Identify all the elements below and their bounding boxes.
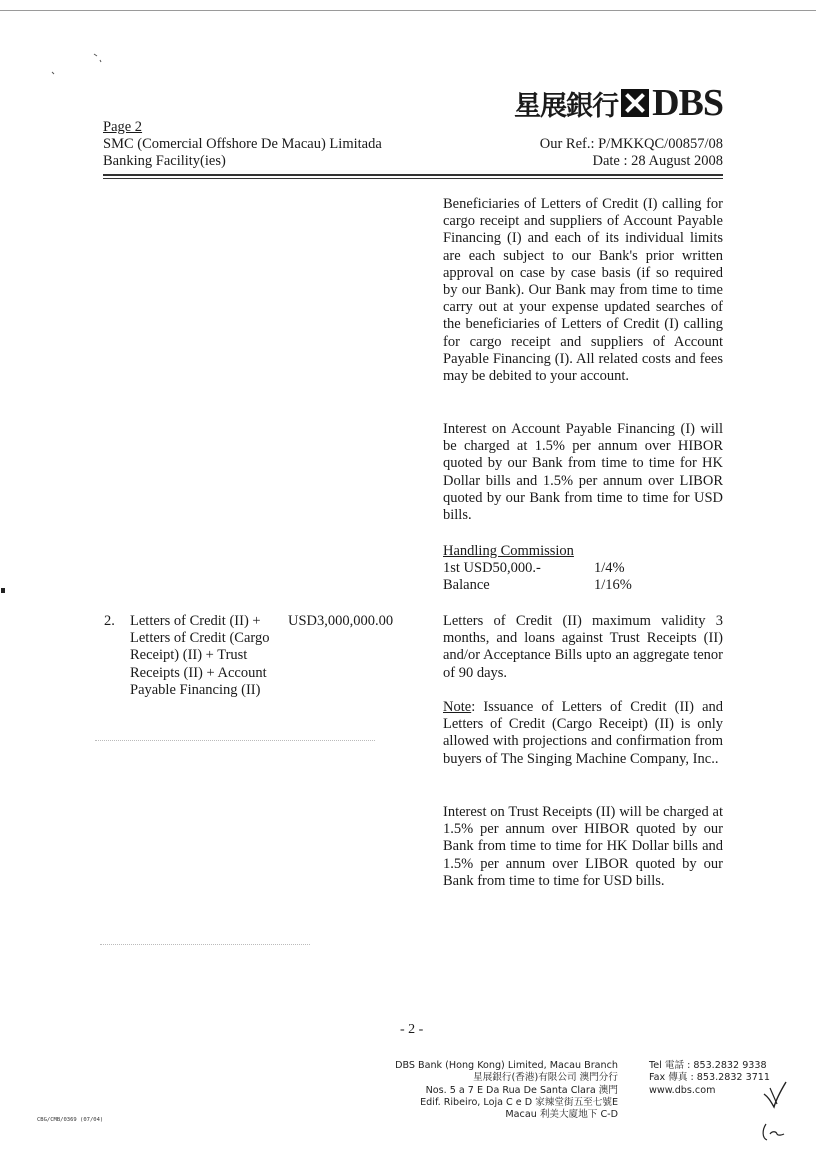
logo-chinese-text: 星展銀行 [514, 90, 619, 122]
item-amount: USD3,000,000.00 [288, 613, 394, 629]
item-description-line: Letters of Credit (Cargo [130, 630, 270, 647]
handling-commission-title: Handling Commission [443, 543, 574, 559]
top-scan-line [0, 10, 816, 11]
footer-web: www.dbs.com [649, 1084, 716, 1096]
scan-speck [1, 588, 5, 593]
footer-address-line: Nos. 5 a 7 E Da Rua De Santa Clara 澳門 [425, 1084, 618, 1096]
handling-row-label: Balance [443, 577, 490, 593]
footer-address-line: Edif. Ribeiro, Loja C e D 家辣堂街五至七號E [420, 1096, 618, 1108]
footer-address-line: DBS Bank (Hong Kong) Limited, Macau Branch [395, 1060, 618, 1071]
handling-row-value: 1/16% [594, 577, 632, 593]
subject-line: Banking Facility(ies) [103, 153, 226, 169]
scan-artifact [95, 740, 375, 741]
footer-tel: Tel 電話 : 853.2832 9338 [649, 1060, 767, 1071]
note-text: : Issuance of Letters of Credit (II) and Letters of Credit (Cargo Receipt) (II) is only allowed with projections and confirmation from buyers of The Singing Machine Company, Inc.. [443, 699, 723, 767]
dbs-logo [514, 84, 723, 122]
footer-address-line: 星展銀行(香港)有限公司 澳門分行 [473, 1072, 618, 1084]
handwritten-check-mark [760, 1080, 790, 1110]
scan-artifact [100, 944, 310, 945]
footer-address-line: Macau 利美大廈地下 C-D [505, 1109, 618, 1121]
footer-fax: Fax 傳真 : 853.2832 3711 [649, 1072, 771, 1084]
note-paragraph [443, 699, 723, 768]
item-description-line: Payable Financing (II) [130, 681, 261, 698]
scan-speck [92, 52, 112, 82]
page-number: - 2 - [400, 1022, 424, 1037]
handling-row-label: 1st USD50,000.- [443, 560, 541, 576]
beneficiaries-paragraph: Beneficiaries of Letters of Credit (I) calling for cargo receipt and suppliers of Account Payable Financing (I) and each of its individual limits are each subject to our Bank's prior written approval on case by case basis (if so required by our Bank). Our Bank may from time to time carry out at your expense updated searches of the beneficiaries of Letters of Credit (I) calling for cargo receipt and suppliers of Account Payable Financing (I). All related costs and fees may be debited to your account. [443, 196, 723, 385]
item-description-line: Receipts (II) + Account [130, 664, 267, 681]
header-rule-thin [103, 178, 723, 179]
company-name: SMC (Comercial Offshore De Macau) Limitada [103, 136, 382, 152]
validity-paragraph: Letters of Credit (II) maximum validity 3 months, and loans against Trust Receipts (II) and/or Acceptance Bills upto an aggregate tenor of 90 days. [443, 613, 723, 681]
item-description-line: Letters of Credit (II) + [130, 613, 261, 629]
handwritten-initials [758, 1120, 788, 1144]
header-rule-thick [103, 174, 723, 176]
page-label: Page 2 [103, 119, 143, 135]
handling-row-value: 1/4% [594, 560, 625, 576]
interest-tr-paragraph: Interest on Trust Receipts (II) will be charged at 1.5% per annum over HIBOR quoted by our Bank from time to time for HK Dollar bills and 1.5% per annum over LIBOR quoted by our Bank from time to time for USD bills. [443, 804, 723, 889]
item-description-line: Receipt) (II) + Trust [130, 647, 248, 664]
letter-date: Date : 28 August 2008 [592, 153, 723, 169]
note-label: Note [443, 699, 472, 715]
our-ref: Our Ref.: P/MKKQC/00857/08 [539, 136, 723, 152]
interest-apf-paragraph: Interest on Account Payable Financing (I) will be charged at 1.5% per annum over HIBOR quoted by our Bank from time to time for HK Dollar bills and 1.5% per annum over LIBOR quoted by our Bank from time to time for USD bills. [443, 421, 723, 524]
dbs-x-icon [621, 89, 649, 117]
logo-dbs-text: DBS [652, 82, 723, 124]
footer-contact [649, 1060, 770, 1097]
item-number: 2. [104, 613, 115, 629]
footer-address [358, 1060, 618, 1121]
form-code: CBG/CMB/0369 (07/04) [37, 1117, 104, 1123]
item-description [130, 613, 290, 699]
